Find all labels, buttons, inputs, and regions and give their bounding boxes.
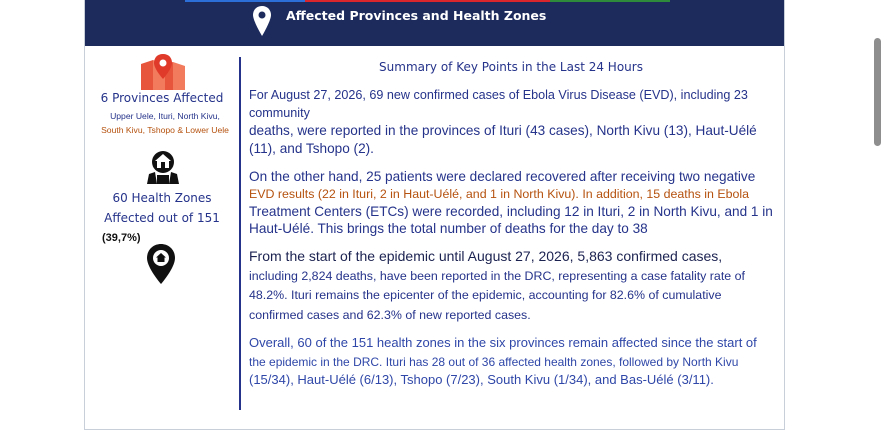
vertical-divider [239,57,241,410]
summary-title: Summary of Key Points in the Last 24 Hours [379,60,643,74]
info-card [84,0,785,430]
health-zones-count: 60 Health Zones [112,191,212,205]
p3-line-1: From the start of the epidemic until August 27, 2026, 5,863 confirmed cases, [249,248,723,264]
sidebar [85,46,239,426]
p4-line-3: (15/34), Haut-Uélé (6/13), Tshopo (7/23), South Kivu (1/34), and Bas-Uélé (3/11). [249,372,714,387]
health-facility-icon [143,148,183,184]
p2-line-4: Haut-Uélé. This brings the total number of deaths for the day to 38 [249,221,648,236]
p4-line-2: the epidemic in the DRC. Ituri has 28 out of 36 affected health zones, followed by North Kivu [249,354,739,369]
p4-line-1: Overall, 60 of the 151 health zones in the six provinces remain affected since the start of [249,335,757,350]
p3-line-3: 48.2%. Ituri remains the epicenter of the epidemic, accounting for 82.6% of cumulative [249,288,722,302]
location-marker-icon [147,244,175,284]
health-zones-percent: (39,7%) [102,232,141,244]
scrollbar-thumb[interactable] [874,38,881,146]
p1-line-3: (11), and Tshopo (2). [249,141,374,156]
header-accent-blue [185,0,305,2]
location-pin-icon [253,6,271,36]
p3-line-2: including 2,824 deaths, have been reported in the DRC, representing a case fatality rate of [249,268,745,283]
header-title: Affected Provinces and Health Zones [286,8,547,23]
p3-line-4: confirmed cases and 62.3% of new reported cases. [249,307,531,322]
p2-line-1: On the other hand, 25 patients were declared recovered after receiving two negative [249,169,756,184]
paragraph-cumulative [249,247,773,324]
paragraph-recoveries [249,168,773,237]
health-zones-of: Affected out of 151 [104,211,220,225]
p2-line-3: Treatment Centers (ETCs) were recorded, including 12 in Ituri, 2 in North Kivu, and 1 in [249,204,773,219]
paragraph-health-zones [249,334,773,390]
p1-line-1: For August 27, 2026, 69 new confirmed cases of Ebola Virus Disease (EVD), including 23 community [249,88,748,120]
provinces-list-line2: South Kivu, Tshopo & Lower Uele [101,125,229,135]
paragraph-new-cases [249,86,773,158]
map-icon [141,54,185,90]
p2-line-2: EVD results (22 in Ituri, 2 in Haut-Uélé, and 1 in North Kivu). In addition, 15 deaths in Ebola [249,187,750,201]
summary-content [249,56,773,400]
p1-line-2: deaths, were reported in the provinces of Ituri (43 cases), North Kivu (13), Haut-Uélé [249,123,757,138]
card-header [85,0,784,46]
provinces-list [93,109,237,137]
provinces-list-line1: Upper Uele, Ituri, North Kivu, [110,111,220,121]
header-accent-green [550,0,670,2]
provinces-count: 6 Provinces Affected [100,91,224,105]
header-accent-red [305,0,550,2]
